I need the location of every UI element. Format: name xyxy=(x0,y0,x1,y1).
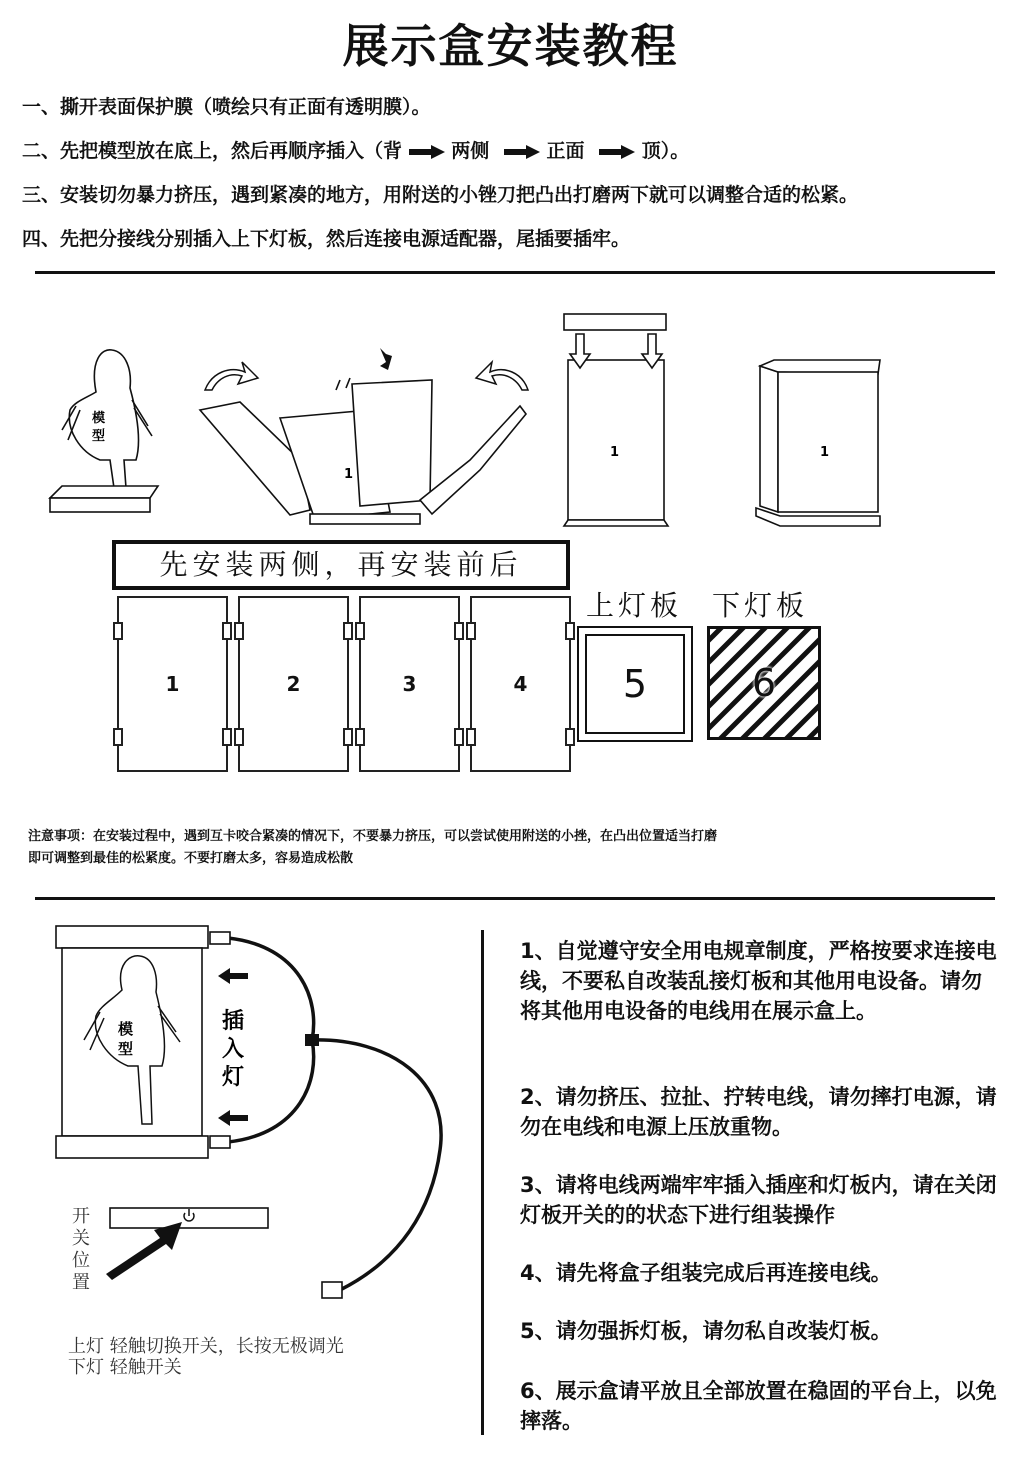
switch-label-2: 关 xyxy=(72,1228,90,1249)
lower-board-number: 6 xyxy=(751,661,777,705)
rotate-arrow-right-icon xyxy=(476,362,528,390)
panel-3 xyxy=(359,596,460,772)
plug-bottom xyxy=(210,1136,230,1148)
step-2-sides: 两侧 xyxy=(451,140,490,162)
panel-2-number: 2 xyxy=(286,672,301,696)
step-2 xyxy=(22,136,689,163)
safety-item-3: 3、请将电线两端牢牢插入插座和灯板内，请在关闭灯板开关的的状态下进行组装操作 xyxy=(520,1173,997,1227)
step-1: 一、撕开表面保护膜（喷绘只有正面有透明膜）。 xyxy=(22,96,431,118)
usb-plug xyxy=(322,1282,342,1298)
panel-num-label: 1 xyxy=(344,467,354,482)
lower-board xyxy=(707,626,821,740)
safety-item-6: 6、展示盒请平放且全部放置在稳固的平台上，以免摔落。 xyxy=(520,1379,997,1433)
box-finished xyxy=(756,360,880,526)
vertical-divider xyxy=(481,930,484,1435)
page-title: 展示盒安装教程 xyxy=(342,19,679,73)
divider-middle xyxy=(35,897,995,900)
upper-board xyxy=(577,626,693,742)
plug-top xyxy=(210,932,230,944)
panel-4-number: 4 xyxy=(513,672,528,696)
box-assembling xyxy=(564,314,668,526)
switch-label-4: 置 xyxy=(72,1272,90,1293)
assembly-illustration xyxy=(40,310,900,540)
box-num-1: 1 xyxy=(610,445,620,460)
arrow-right-icon xyxy=(504,145,540,159)
upper-board-label: 上灯板 xyxy=(586,589,683,622)
arrow-right-icon xyxy=(409,145,445,159)
step-2-front: 正面 xyxy=(546,140,585,162)
insert-label-1: 插 xyxy=(222,1009,245,1034)
safety-item-4: 4、请先将盒子组装完成后再连接电线。 xyxy=(520,1261,892,1285)
top-light-board xyxy=(56,926,208,948)
step-4: 四、先把分接线分别插入上下灯板，然后连接电源适配器，尾插要插牢。 xyxy=(22,228,631,250)
pointer-arrow-icon xyxy=(106,1222,182,1280)
safety-item-5: 5、请勿强拆灯板，请勿私自改装灯板。 xyxy=(520,1319,892,1343)
wiring-model-label-1: 模 xyxy=(118,1020,134,1038)
rotate-arrow-left-icon xyxy=(205,362,258,390)
insert-label-3: 灯 xyxy=(222,1065,245,1090)
panel-2 xyxy=(238,596,349,772)
panel-3-number: 3 xyxy=(402,672,417,696)
step-3: 三、安装切勿暴力挤压，遇到紧凑的地方，用附送的小锉刀把凸出打磨两下就可以调整合适的松紧。 xyxy=(22,184,859,206)
bottom-light-board xyxy=(56,1136,208,1158)
arrow-right-icon xyxy=(599,145,635,159)
step-2-top: 顶）。 xyxy=(641,140,690,162)
note-line-2: 即可调整到最佳的松紧度。不要打磨太多，容易造成松散 xyxy=(28,851,354,866)
safety-item-1: 1、自觉遵守安全用电规章制度，严格按要求连接电线，不要私自改装乱接灯板和其他用电设备。请勿将其他用电设备的电线用在展示盒上。 xyxy=(520,939,997,1023)
cable-splitter xyxy=(305,1034,319,1046)
insert-label-2: 入 xyxy=(222,1037,245,1062)
panel-1-number: 1 xyxy=(165,672,180,696)
upper-light-instruction: 上灯 轻触切换开关，长按无极调光 xyxy=(68,1336,344,1357)
cable xyxy=(228,938,441,1290)
model-label-1: 模 xyxy=(92,411,106,426)
note-line-1: 注意事项：在安装过程中，遇到互卡咬合紧凑的情况下，不要暴力挤压，可以尝试使用附送的小挫，在凸出位置适当打磨 xyxy=(28,829,718,844)
wiring-diagram xyxy=(50,920,470,1310)
lower-light-instruction: 下灯 轻触开关 xyxy=(68,1357,182,1378)
box-num-2: 1 xyxy=(820,445,830,460)
switch-label-1: 开 xyxy=(72,1206,90,1227)
panel-1 xyxy=(117,596,228,772)
down-arrow-icon xyxy=(380,348,392,370)
wiring-model-label-2: 型 xyxy=(118,1040,134,1058)
install-banner xyxy=(112,540,570,590)
switch-label-3: 位 xyxy=(72,1250,90,1271)
panel-4 xyxy=(470,596,571,772)
divider-top xyxy=(35,271,995,274)
upper-board-number: 5 xyxy=(622,662,648,706)
step-2-text: 二、先把模型放在底上，然后再顺序插入（背 xyxy=(22,140,403,162)
safety-item-2: 2、请勿挤压、拉扯、拧转电线，请勿摔打电源，请勿在电线和电源上压放重物。 xyxy=(520,1085,997,1139)
model-label-2: 型 xyxy=(92,429,106,444)
panels-unfolded xyxy=(200,378,526,524)
install-banner-text: 先安装两侧，再安装前后 xyxy=(159,548,523,581)
lower-board-label: 下灯板 xyxy=(712,589,809,622)
